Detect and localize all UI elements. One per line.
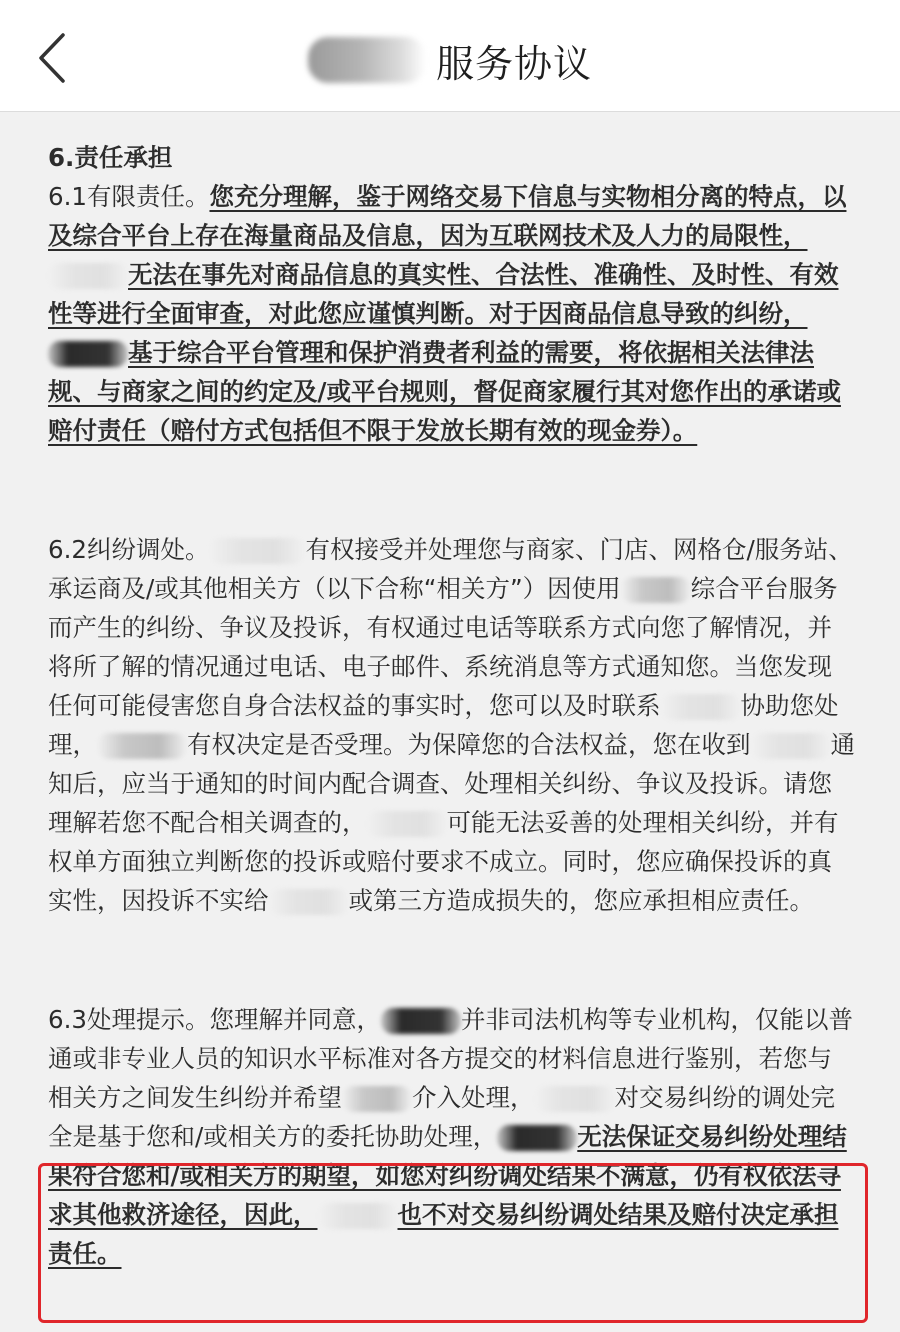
clause-6-3-text-3: 介入处理， — [412, 1083, 535, 1112]
redacted-name — [535, 1086, 615, 1112]
clause-6-3-text-4: 对交易纠纷的调处完全是基于您和/或相关方的委托协助处理， — [48, 1083, 835, 1151]
clause-6-2-text-3: 综合平台服务而产生的纠纷、争议及投诉，有权通过电话等联系方式向您了解情况，并将所了解的情况通过电话、电子邮件、系统消息等方式通知您。当您发现任何可能侵害您自身合法权益的事实时，您可以及时联系 — [48, 574, 838, 720]
redacted-name — [342, 1086, 412, 1112]
clause-6-2-text-2: 有权接受并处理您与商家、门店、网格仓/服务站、承运商及/或其他相关方（以下合称“相关方”）因使用 — [48, 535, 853, 603]
clause-6-3-text-2: 并非司法机构等专业机构，仅能以普通或非专业人员的知识水平标准对各方提交的材料信息进行鉴别，若您与相关方之间发生纠纷并希望 — [48, 1005, 853, 1112]
clause-6-2-text-8: 或第三方造成损失的，您应承担相应责任。 — [348, 886, 814, 915]
redacted-name — [381, 1008, 461, 1034]
redacted-name — [269, 889, 349, 915]
title-area — [0, 30, 900, 90]
page-title: 服务协议 — [435, 41, 592, 86]
clause-6-1-underlined-3: 基于综合平台管理和保护消费者利益的需要，将依据相关法律法规、与商家之间的约定及/或平台规则，督促商家履行其对您作出的承诺或赔付责任（赔付方式包括但不限于发放长期有效的现金券）。 — [48, 338, 841, 445]
clause-6-2 — [48, 530, 856, 920]
redacted-name — [48, 341, 128, 367]
clause-6-2-text-5: 有权决定是否受理。为保障您的合法权益，您在收到 — [187, 730, 751, 759]
redacted-name — [497, 1125, 577, 1151]
clause-6-2-text-7: 可能无法妥善的处理相关纠纷，并有权单方面独立判断您的投诉或赔付要求不成立。同时，您应确保投诉的真实性，因投诉不实给 — [48, 808, 839, 915]
clause-6-3-text-1: 6.3处理提示。您理解并同意， — [48, 1005, 381, 1034]
redacted-name — [48, 263, 128, 289]
redacted-name — [751, 733, 831, 759]
clause-6-1-underlined-1: 您充分理解，鉴于网络交易下信息与实物相分离的特点，以及综合平台上存在海量商品及信息，因为互联网技术及人力的局限性， — [48, 182, 847, 250]
redacted-name — [308, 37, 426, 83]
redacted-name — [97, 733, 187, 759]
clause-6-3-underlined-2: 也不对交易纠纷调处结果及赔付决定承担责任。 — [48, 1200, 839, 1268]
clause-6-3-underlined-1: 无法保证交易纠纷处理结果符合您和/或相关方的期望，如您对纠纷调处结果不满意，仍有权依法寻求其他救济途径，因此， — [48, 1122, 847, 1229]
clause-6-3 — [48, 1000, 856, 1273]
redacted-name — [367, 811, 447, 837]
section-heading: 6.责任承担 — [48, 143, 173, 172]
clause-6-1-underlined-2: 无法在事先对商品信息的真实性、合法性、准确性、及时性、有效性等进行全面审查，对此您应谨慎判断。对于因商品信息导致的纠纷， — [48, 260, 839, 328]
redacted-name — [209, 538, 305, 564]
clause-6-1-prefix: 6.1有限责任。 — [48, 182, 210, 211]
redacted-name — [661, 694, 741, 720]
clause-6-2-text-6: 通知后，应当于通知的时间内配合调查、处理相关纠纷、争议及投诉。请您理解若您不配合相关调查的， — [48, 730, 855, 837]
clause-6-2-text-4: 协助您处理， — [48, 691, 839, 759]
redacted-name — [621, 577, 691, 603]
clause-6-1 — [48, 177, 856, 450]
top-bar — [0, 0, 900, 112]
redacted-name — [318, 1203, 398, 1229]
agreement-content — [48, 138, 856, 1273]
clause-6-2-text-1: 6.2纠纷调处。 — [48, 535, 210, 564]
